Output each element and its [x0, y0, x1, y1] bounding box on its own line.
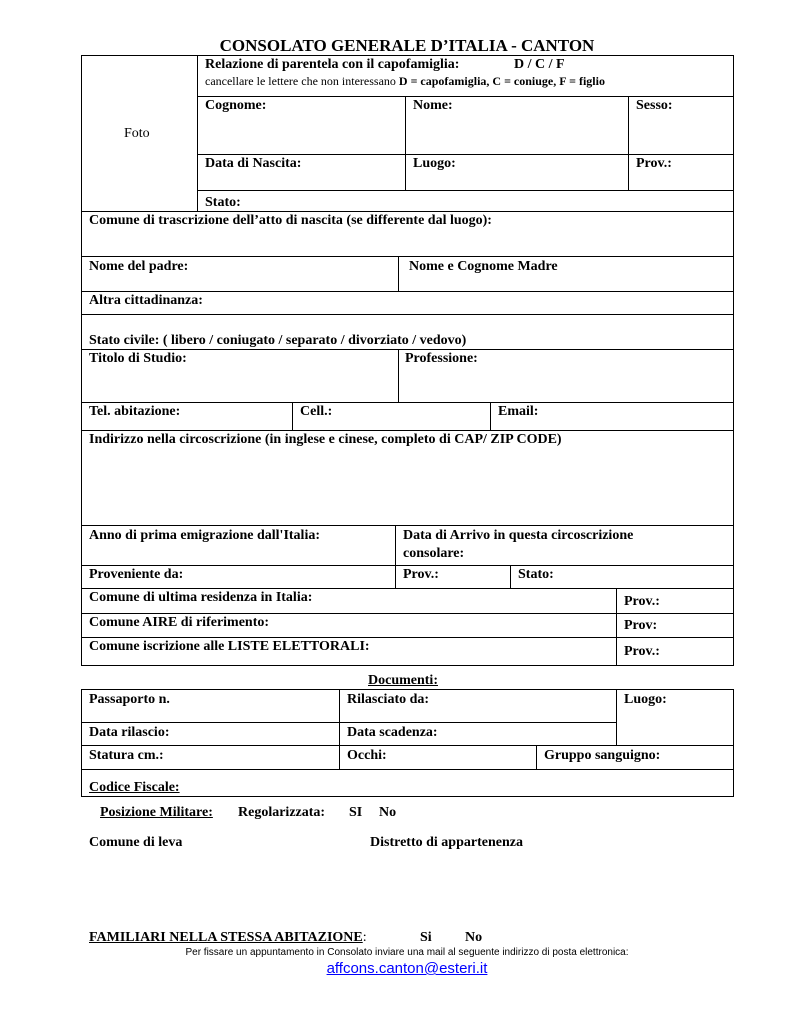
last-residence-prov-label: Prov.:	[624, 594, 660, 609]
last-residence-label: Comune di ultima residenza in Italia:	[89, 590, 313, 605]
surname-label: Cognome:	[205, 98, 267, 113]
eyes-label: Occhi:	[347, 748, 387, 763]
col-divider	[616, 588, 617, 666]
birth-prov-label: Prov.:	[636, 156, 672, 171]
birth-date-label: Data di Nascita:	[205, 156, 302, 171]
col-divider	[405, 96, 406, 190]
col-divider	[339, 689, 340, 769]
expiry-label: Data scadenza:	[347, 725, 438, 740]
row-divider	[81, 211, 734, 212]
aire-label: Comune AIRE di riferimento:	[89, 615, 270, 630]
cell-label: Cell.:	[300, 404, 333, 419]
family-line: FAMILIARI NELLA STESSA ABITAZIONE:	[89, 930, 367, 945]
mother-label: Nome e Cognome Madre	[409, 259, 558, 274]
row-divider	[197, 190, 734, 191]
other-citizenship-label: Altra cittadinanza:	[89, 293, 203, 308]
email-label: Email:	[498, 404, 539, 419]
birth-place-label: Luogo:	[413, 156, 456, 171]
aire-prov-label: Prov:	[624, 618, 658, 633]
col-divider	[395, 525, 396, 588]
row-divider	[81, 637, 734, 638]
row-divider	[81, 430, 734, 431]
name-label: Nome:	[413, 98, 453, 113]
row-divider	[81, 745, 734, 746]
father-label: Nome del padre:	[89, 259, 189, 274]
row-divider	[81, 525, 734, 526]
relation-note: cancellare le lettere che non interessano D = capofamiglia, C = coniuge, F = figlio	[205, 74, 605, 88]
place-label: Luogo:	[624, 692, 667, 707]
relation-note-codes: D = capofamiglia, C = coniuge, F = figlio	[398, 74, 605, 88]
col-divider	[536, 745, 537, 769]
col-divider	[490, 402, 491, 430]
documents-heading: Documenti:	[368, 673, 438, 688]
transcription-label: Comune di trascrizione dell’atto di nascita (se differente dal luogo):	[89, 213, 492, 228]
col-divider	[292, 402, 293, 430]
sex-label: Sesso:	[636, 98, 673, 113]
row-divider	[81, 291, 734, 292]
footer-email-link[interactable]: affcons.canton@esteri.it	[326, 960, 488, 977]
emigration-year-label: Anno di prima emigrazione dall'Italia:	[89, 528, 320, 543]
row-divider	[81, 402, 734, 403]
issue-date-label: Data rilascio:	[89, 725, 170, 740]
family-label: FAMILIARI NELLA STESSA ABITAZIONE	[89, 930, 363, 945]
from-label: Proveniente da:	[89, 567, 184, 582]
row-divider	[81, 256, 734, 257]
row-divider	[197, 154, 734, 155]
col-divider	[398, 256, 399, 291]
row-divider	[197, 96, 734, 97]
col-divider	[616, 689, 617, 745]
electoral-label: Comune iscrizione alle LISTE ELETTORALI:	[89, 639, 370, 654]
page-title: CONSOLATO GENERALE D’ITALIA - CANTON	[219, 36, 595, 55]
height-label: Statura cm.:	[89, 748, 164, 763]
col-divider	[628, 96, 629, 190]
family-no: No	[465, 930, 483, 945]
family-yes: Si	[420, 930, 432, 945]
tax-code-label: Codice Fiscale:	[89, 780, 180, 795]
from-state-label: Stato:	[518, 567, 554, 582]
state-label: Stato:	[205, 195, 241, 210]
blood-label: Gruppo sanguigno:	[544, 748, 661, 763]
relation-label: Relazione di parentela con il capofamiglia:	[205, 57, 460, 72]
electoral-prov-label: Prov.:	[624, 644, 660, 659]
col-divider	[398, 349, 399, 402]
profession-label: Professione:	[405, 351, 478, 366]
from-prov-label: Prov.:	[403, 567, 439, 582]
military-no: No	[379, 805, 397, 820]
row-divider	[81, 613, 734, 614]
regularized-label: Regolarizzata:	[238, 805, 326, 820]
row-divider	[81, 769, 734, 770]
civil-status-label: Stato civile: ( libero / coniugato / separato / divorziato / vedovo)	[89, 333, 467, 348]
footer-note: Per fissare un appuntamento in Consolato inviare una mail al seguente indirizzo di posta elettronica:	[185, 947, 629, 958]
arrival-date-label: Data di Arrivo in questa circoscrizione	[403, 528, 634, 543]
col-divider	[510, 565, 511, 588]
row-divider	[81, 349, 734, 350]
address-label: Indirizzo nella circoscrizione (in inglese e cinese, completo di CAP/ ZIP CODE)	[89, 432, 562, 447]
photo-placeholder: Foto	[124, 126, 150, 141]
arrival-date-label-cont: consolare:	[403, 546, 465, 561]
conscription-label: Comune di leva	[89, 835, 183, 850]
col-divider	[197, 55, 198, 211]
relation-options: D / C / F	[514, 57, 565, 72]
military-yes: SI	[349, 805, 363, 820]
row-divider	[81, 565, 734, 566]
row-divider	[81, 314, 734, 315]
district-label: Distretto di appartenenza	[370, 835, 523, 850]
row-divider	[81, 588, 734, 589]
passport-label: Passaporto n.	[89, 692, 170, 707]
military-label: Posizione Militare:	[100, 805, 213, 820]
education-label: Titolo di Studio:	[89, 351, 187, 366]
row-divider	[81, 722, 616, 723]
issued-by-label: Rilasciato da:	[347, 692, 430, 707]
home-phone-label: Tel. abitazione:	[89, 404, 181, 419]
